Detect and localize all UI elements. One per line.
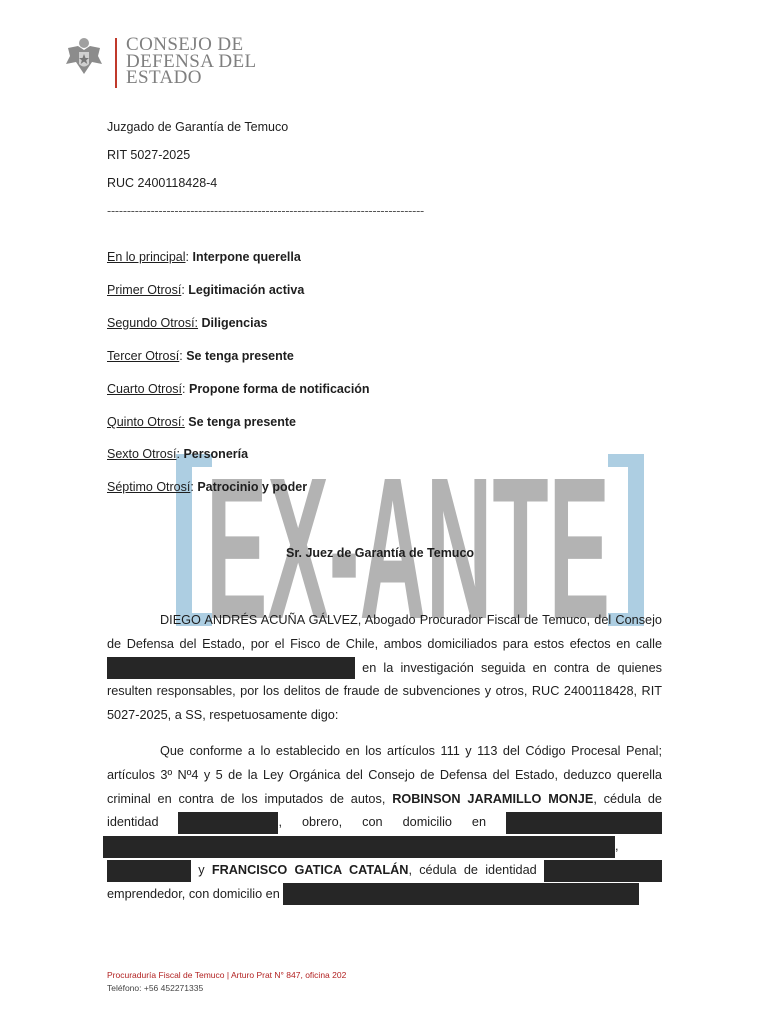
sumilla-value: Propone forma de notificación [188,382,370,396]
paragraph-text: , Abogado Procurador Fiscal de Temuco, del Consejo de Defensa del Estado, por el Fisco de Chile, ambos domiciliados para estos efectos en calle [107,613,662,651]
sumilla-label: Sexto Otrosí [107,447,177,461]
body-paragraph [107,740,662,907]
institution-name-line: CONSEJO DE [126,34,244,55]
sumilla-label: Primer Otrosí [107,283,182,297]
sumilla-item [107,250,301,264]
institution-logo [62,34,272,92]
ruc-number: RUC 2400118428-4 [107,176,218,190]
footer-phone: Teléfono: +56 452271335 [107,983,204,993]
paragraph-text: en la investigación seguida en contra de quienes resulten responsables, por los delitos de fraude de subvenciones y otros, RUC 2400118428, RIT 5027-2025, a SS, respetuosamente digo: [107,660,662,723]
paragraph-text: , cédula de identidad [107,791,662,830]
sumilla-label: Quinto Otrosí: [107,415,185,429]
sumilla-item [107,447,248,461]
paragraph-text: Que conforme a lo establecido en los artículos 111 y 113 del Código Procesal Penal; artículos 3º Nº4 y 5 de la Ley Orgánica del Consejo de Defensa del Estado, deduzco querella criminal en contra de los imputados de autos, [107,744,662,806]
institution-name-line: DEFENSA DEL [126,50,257,72]
sumilla-label: En lo principal [107,250,186,264]
footer-address: Procuraduría Fiscal de Temuco | Arturo Prat N° 847, oficina 202 [107,970,347,980]
coat-of-arms-icon [62,34,106,78]
institution-name-line: ESTADO [126,67,202,88]
sumilla-value: Se tenga presente [186,349,294,363]
sumilla-label: Segundo Otrosí: [107,316,199,330]
redacted-block [178,812,278,834]
addressee: Sr. Juez de Garantía de Temuco [286,546,475,560]
logo-divider [115,38,117,88]
court-name: Juzgado de Garantía de Temuco [107,120,289,134]
redacted-block [283,883,639,905]
paragraph-text: emprendedor, con domicilio en [107,886,284,901]
sumilla-separator: : [185,250,193,264]
sumilla-separator: : [176,447,184,461]
watermark-text: EX-ANTE [206,450,610,630]
sumilla-label: Séptimo Otrosí [107,480,191,494]
sumilla-label: Tercer Otrosí [107,349,180,363]
sumilla-item [107,316,268,330]
sumilla-item [107,382,370,396]
sumilla-value: Personería [183,447,249,461]
sumilla-item [107,349,294,363]
sumilla-separator: : [179,349,187,363]
rit-number: RIT 5027-2025 [107,148,191,162]
page-footer [107,969,346,995]
sumilla-separator: : [181,283,189,297]
sumilla-label: Cuarto Otrosí [107,382,183,396]
redacted-block [544,860,662,882]
body-paragraph [107,609,662,728]
redacted-block [103,836,615,858]
redacted-block [107,657,355,679]
ex-ante-watermark [176,450,656,630]
sumilla-item [107,283,304,297]
institution-name [126,34,276,88]
redacted-block [506,812,662,834]
sumilla-separator: : [182,382,189,396]
sumilla-value: Legitimación activa [188,283,305,297]
sumilla-value: Diligencias [201,316,268,330]
sumilla-item [107,415,296,429]
sumilla-item [107,480,307,494]
lawyer-name: DIEGO ANDRÉS ACUÑA GÁLVEZ [160,613,358,627]
sumilla-separator: : [190,480,198,494]
paragraph-text: , [615,839,619,854]
paragraph-text: , cédula de identidad [408,862,544,877]
sumilla-value: Se tenga presente [188,415,296,429]
redacted-block [107,860,191,882]
header-separator: -------------------------------------------------------------------------------- [107,204,425,218]
sumilla-value: Interpone querella [192,250,301,264]
defendant-name: FRANCISCO GATICA CATALÁN [211,862,409,877]
paragraph-text: y [191,862,212,877]
sumilla-value: Patrocinio y poder [197,480,308,494]
paragraph-text: , obrero, con domicilio en [278,815,506,830]
defendant-name: ROBINSON JARAMILLO MONJE [392,791,594,806]
